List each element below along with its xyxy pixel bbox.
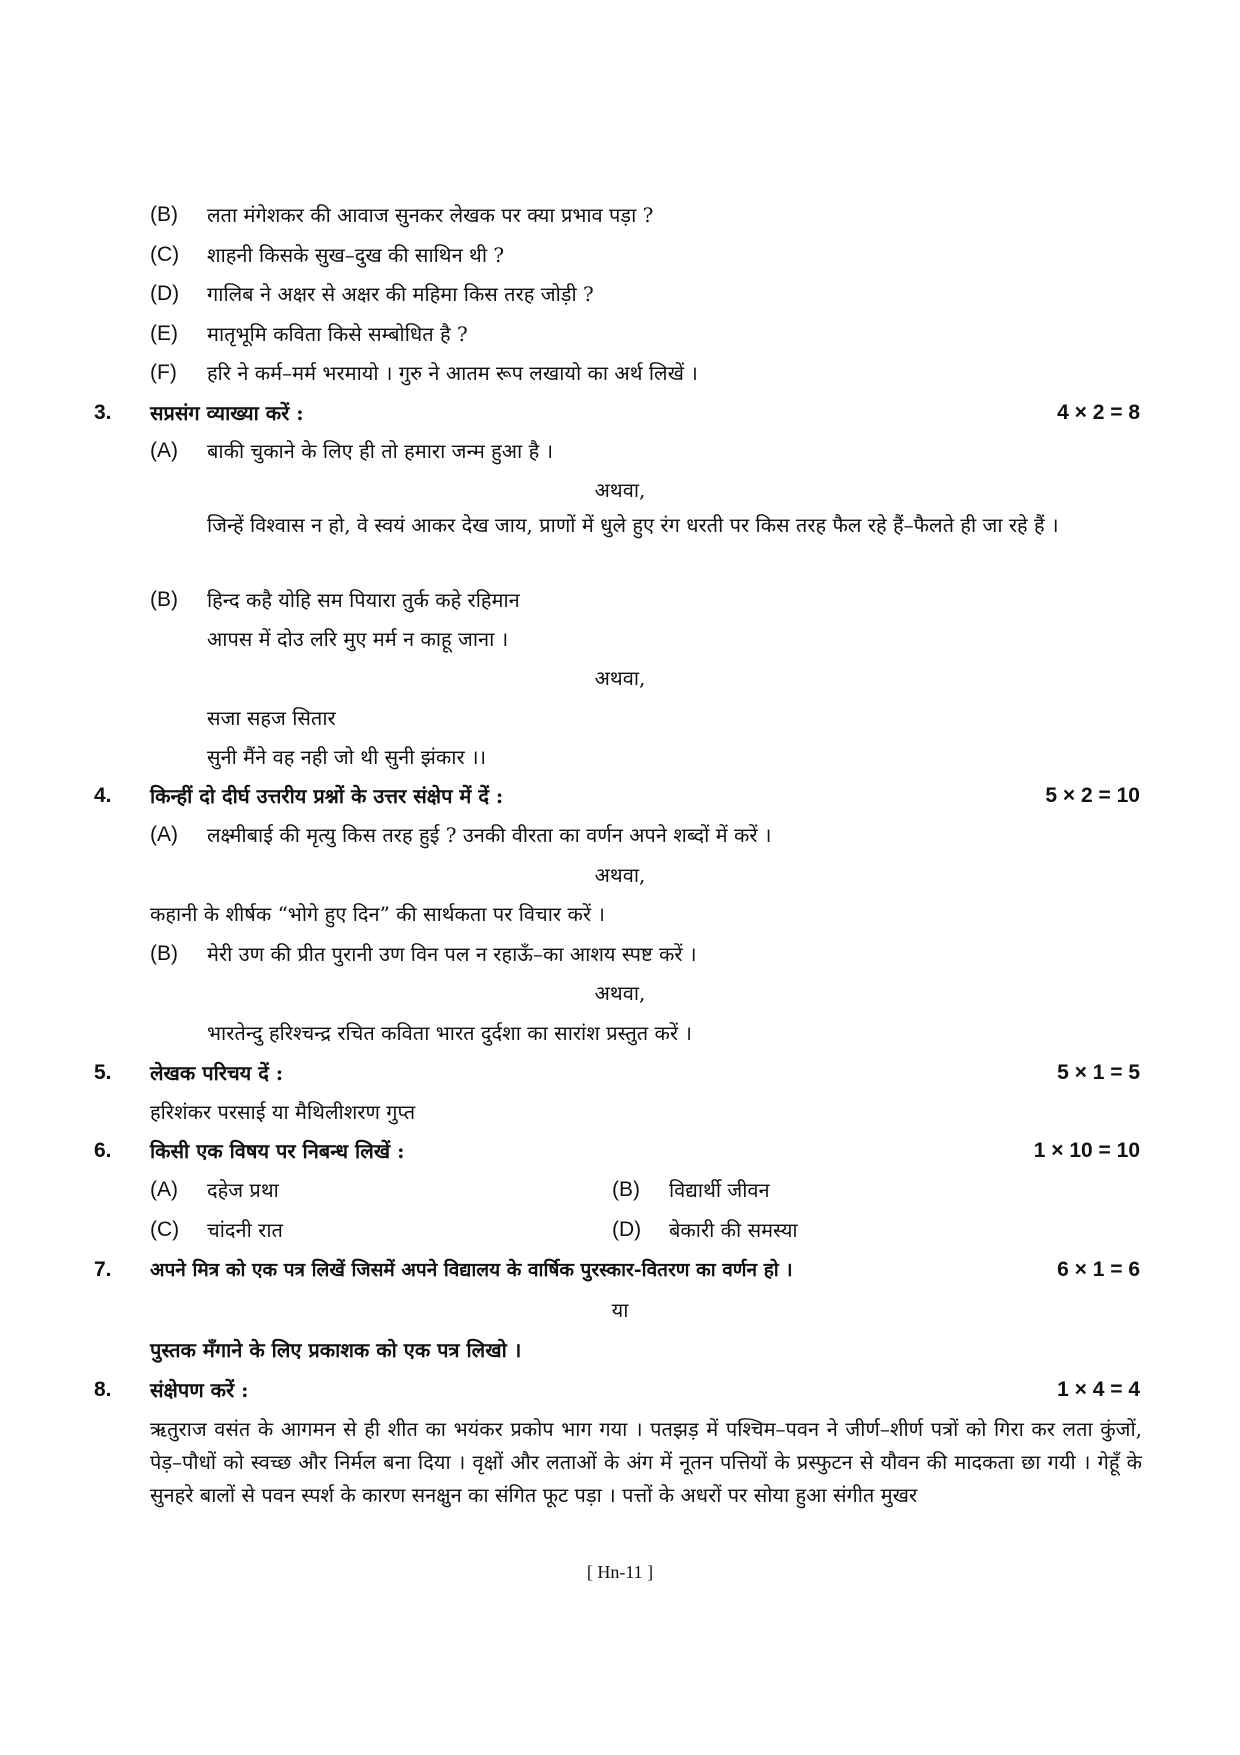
q8-marks: 1 × 4 = 4 <box>1057 1378 1140 1401</box>
q2-item-e-label: (E) <box>150 322 178 345</box>
q8-passage: ऋतुराज वसंत के आगमन से ही शीत का भयंकर प्रकोप भाग गया । पतझड़ में पश्चिम–पवन ने जीर्ण–शीर्ण पत्रों को गिरा कर लता कुंजों, पेड़–पौधों को स्वच्छ और निर्मल बना दिया । वृक्षों और लताओं के अंग में नूतन पत्तियों के प्रस्फुटन से यौवन की मादकता छा गयी । गेहूँ के सुनहरे बालों से पवन स्पर्श के कारण सनक्षुन का संगित फूट पड़ा । पत्तों के अधरों पर सोया हुआ संगीत मुखर <box>150 1417 1142 1507</box>
q4-a-label: (A) <box>150 823 178 846</box>
q4-heading: किन्हीं दो दीर्घ उत्तरीय प्रश्नों के उत्तर संक्षेप में दें : <box>150 784 504 808</box>
q4-b-alternative: भारतेन्दु हरिश्चन्द्र रचित कविता भारत दुर्दशा का सारांश प्रस्तुत करें । <box>207 1021 692 1045</box>
q7-number: 7. <box>94 1258 112 1281</box>
q2-item-b-label: (B) <box>150 203 178 226</box>
q5-number: 5. <box>94 1061 112 1084</box>
q7-alternative: पुस्तक मँगाने के लिए प्रकाशक को एक पत्र लिखो । <box>150 1338 522 1362</box>
q3-b-line-1: हिन्द कहै योहि सम पियारा तुर्क कहे रहिमान <box>207 588 520 612</box>
q8-number: 8. <box>94 1378 112 1401</box>
q6-option-a-label: (A) <box>150 1178 178 1201</box>
q6-option-b-label: (B) <box>612 1178 640 1201</box>
q5-heading: लेखक परिचय दें : <box>150 1061 284 1085</box>
q6-number: 6. <box>94 1139 112 1162</box>
q3-b-alt-line-2: सुनी मैंने वह नही जो थी सुनी झंकार ।। <box>207 745 487 769</box>
q3-heading: सप्रसंग व्याख्या करें : <box>150 401 304 425</box>
q2-item-d-label: (D) <box>150 282 180 305</box>
q3-a-label: (A) <box>150 439 178 462</box>
q4-or-2: अथवा, <box>594 981 646 1005</box>
q2-item-e-text: मातृभूमि कविता किसे सम्बोधित है ? <box>207 322 468 346</box>
q7-or: या <box>611 1298 629 1322</box>
q7-marks: 6 × 1 = 6 <box>1057 1258 1140 1281</box>
q4-a-alternative: कहानी के शीर्षक “भोगे हुए दिन” की सार्थकता पर विचार करें । <box>150 902 605 926</box>
q3-marks: 4 × 2 = 8 <box>1057 401 1140 424</box>
q2-item-f-text: हरि ने कर्म–मर्म भरमायो । गुरु ने आतम रूप लखायो का अर्थ लिखें । <box>207 361 698 385</box>
q6-option-b-text: विद्यार्थी जीवन <box>669 1178 770 1202</box>
q2-item-f-label: (F) <box>150 361 177 384</box>
q3-number: 3. <box>94 401 112 424</box>
q4-b-label: (B) <box>150 942 178 965</box>
q4-number: 4. <box>94 784 112 807</box>
q2-item-d-text: गालिब ने अक्षर से अक्षर की महिमा किस तरह जोड़ी ? <box>207 282 594 306</box>
q4-marks: 5 × 2 = 10 <box>1045 784 1140 807</box>
q3-a-text: बाकी चुकाने के लिए ही तो हमारा जन्म हुआ है । <box>207 439 554 463</box>
q2-item-c-text: शाहनी किसके सुख–दुख की साथिन थी ? <box>207 243 505 267</box>
q3-b-alt-line-1: सजा सहज सितार <box>207 706 336 730</box>
q6-marks: 1 × 10 = 10 <box>1033 1139 1140 1162</box>
q3-or-2: अथवा, <box>594 666 646 690</box>
q8-heading: संक्षेपण करें : <box>150 1378 249 1402</box>
q4-or-1: अथवा, <box>594 863 646 887</box>
q6-heading: किसी एक विषय पर निबन्ध लिखें : <box>150 1139 405 1163</box>
q4-b-text: मेरी उण की प्रीत पुरानी उण विन पल न रहाऊँ–का आशय स्पष्ट करें । <box>207 942 697 966</box>
q2-item-c-label: (C) <box>150 243 180 266</box>
q6-option-d-text: बेकारी की समस्या <box>669 1218 798 1242</box>
q6-option-c-label: (C) <box>150 1218 180 1241</box>
q3-b-line-2: आपस में दोउ लरि मुए मर्म न काहू जाना । <box>207 627 509 651</box>
q6-option-c-text: चांदनी रात <box>207 1218 283 1242</box>
q6-option-d-label: (D) <box>612 1218 642 1241</box>
q6-option-a-text: दहेज प्रथा <box>207 1178 279 1202</box>
page-footer-code: [ Hn-11 ] <box>586 1562 654 1582</box>
q5-marks: 5 × 1 = 5 <box>1057 1061 1140 1084</box>
q2-item-b-text: लता मंगेशकर की आवाज सुनकर लेखक पर क्या प्रभाव पड़ा ? <box>207 203 654 227</box>
q3-a-alternative: जिन्हें विश्वास न हो, वे स्वयं आकर देख जाय, प्राणों में धुले हुए रंग धरती पर किस तरह फैल रहे हैं–फैलते ही जा रहे हैं । <box>207 513 1059 537</box>
q4-a-text: लक्ष्मीबाई की मृत्यु किस तरह हुई ? उनकी वीरता का वर्णन अपने शब्दों में करें । <box>207 823 772 847</box>
q3-b-label: (B) <box>150 588 178 611</box>
q5-text: हरिशंकर परसाई या मैथिलीशरण गुप्त <box>150 1100 416 1124</box>
q7-heading: अपने मित्र को एक पत्र लिखें जिसमें अपने विद्यालय के वार्षिक पुरस्कार-वितरण का वर्णन हो । <box>150 1259 793 1281</box>
q3-or-1: अथवा, <box>594 478 646 502</box>
